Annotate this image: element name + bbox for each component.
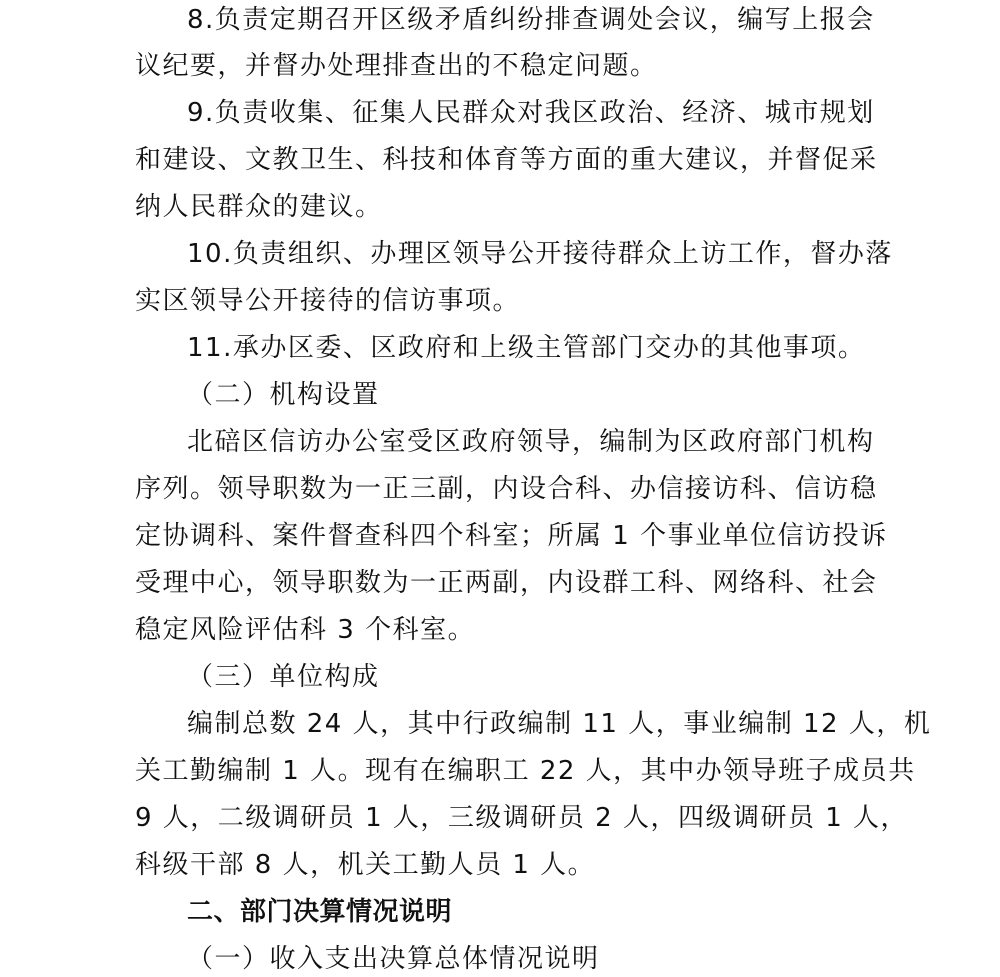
paragraph-11-line-1: 11.承办区委、区政府和上级主管部门交办的其他事项。 — [187, 333, 866, 363]
unit-composition-line-3: 9 人，二级调研员 1 人，三级调研员 2 人，四级调研员 1 人， — [135, 803, 909, 833]
unit-composition-line-1: 编制总数 24 人，其中行政编制 11 人，事业编制 12 人，机 — [187, 709, 932, 739]
unit-composition-line-4: 科级干部 8 人，机关工勤人员 1 人。 — [135, 850, 596, 880]
paragraph-9-line-3: 纳人民群众的建议。 — [135, 192, 383, 222]
paragraph-8-line-2: 议纪要，并督办处理排查出的不稳定问题。 — [135, 51, 658, 81]
paragraph-9-line-2: 和建设、文教卫生、科技和体育等方面的重大建议，并督促采 — [135, 145, 878, 175]
paragraph-9-line-1: 9.负责收集、征集人民群众对我区政治、经济、城市规划 — [187, 98, 875, 128]
section-heading-income-expenditure: （一）收入支出决算总体情况说明 — [187, 944, 600, 974]
paragraph-10-line-2: 实区领导公开接待的信访事项。 — [135, 286, 521, 316]
org-setup-line-5: 稳定风险评估科 3 个科室。 — [135, 615, 476, 645]
section-heading-org-setup: （二）机构设置 — [187, 380, 380, 410]
org-setup-line-1: 北碚区信访办公室受区政府领导，编制为区政府部门机构 — [187, 427, 875, 457]
org-setup-line-4: 受理中心，领导职数为一正两副，内设群工科、网络科、社会 — [135, 568, 878, 598]
org-setup-line-2: 序列。领导职数为一正三副，内设合科、办信接访科、信访稳 — [135, 474, 878, 504]
section-heading-unit-composition: （三）单位构成 — [187, 662, 380, 692]
paragraph-8-line-1: 8.负责定期召开区级矛盾纠纷排查调处会议，编写上报会 — [187, 5, 875, 35]
chapter-heading-final-accounts: 二、部门决算情况说明 — [187, 897, 453, 927]
org-setup-line-3: 定协调科、案件督查科四个科室；所属 1 个事业单位信访投诉 — [135, 521, 888, 551]
unit-composition-line-2: 关工勤编制 1 人。现有在编职工 22 人，其中办领导班子成员共 — [135, 756, 916, 786]
paragraph-10-line-1: 10.负责组织、办理区领导公开接待群众上访工作，督办落 — [187, 239, 893, 269]
